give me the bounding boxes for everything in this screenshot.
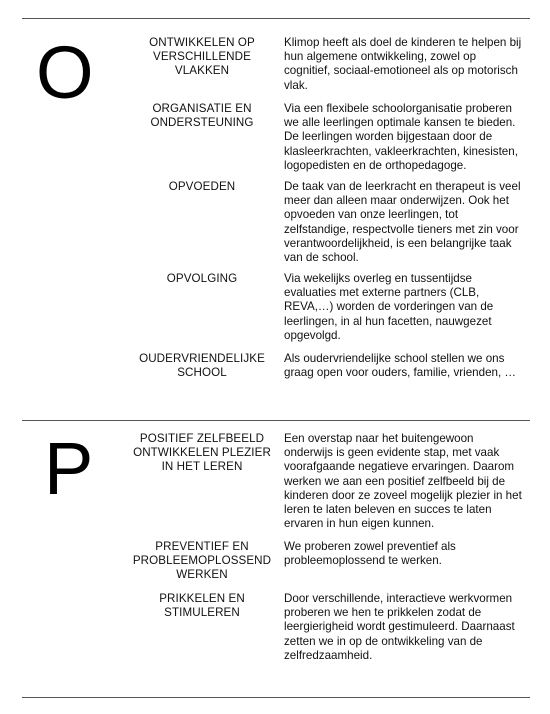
item-description: Als oudervriendelijke school stellen we ons graag open voor ouders, familie, vrienden, … (284, 352, 517, 380)
item-description: Via wekelijks overleg en tussentijdse evaluaties met externe partners (CLB, REVA,…) worden de vorderingen van de leerlingen, in al hun facetten, nauwgezet opgevolgd. (284, 272, 494, 342)
item-term: POSITIEF ZELFBEELD ONTWIKKELEN PLEZIER IN HET LEREN (133, 432, 271, 474)
item-term: PREVENTIEF EN PROBLEEMOPLOSSEND WERKEN (132, 540, 272, 582)
bottom-rule (22, 697, 530, 698)
item-description: Klimop heeft als doel de kinderen te helpen bij hun algemene ontwikkeling, zowel op cognitief, sociaal-emotioneel als op motorisch vlak. (284, 36, 522, 92)
item-description: De taak van de leerkracht en therapeut is veel meer dan alleen maar onderwijzen. Ook het opvoeden van onze leerlingen, tot zelfstandige, respectvolle tieners met zin voor verantwoordelijkheid, is een belangrijke taak van de school. (284, 180, 521, 265)
item-description: Via een flexibele schoolorganisatie proberen we alle leerlingen optimale kansen te bieden. De leerlingen worden bijgestaan door de klasleerkrachten, vakleerkrachten, kinesisten, logopedisten en de orthopedagoge. (284, 102, 518, 172)
section-letter-o: O (36, 31, 94, 114)
section-letter-p: P (44, 427, 94, 510)
item-term: OPVOEDEN (168, 180, 236, 193)
item-term: PRIKKELEN EN STIMULEREN (159, 592, 245, 620)
item-description: Door verschillende, interactieve werkvormen proberen we hen te prikkelen zodat de leergierigheid wordt gestimuleerd. Daarnaast zetten we in op de ontwikkeling van de zelfredzaamheid. (284, 592, 515, 662)
item-term: OUDERVRIENDELIJKE SCHOOL (139, 352, 265, 380)
item-description: We proberen zowel preventief als probleemoplossend te werken. (284, 540, 456, 568)
top-rule (22, 18, 530, 19)
section-divider (22, 420, 530, 421)
item-term: ONTWIKKELEN OP VERSCHILLENDE VLAKKEN (149, 36, 255, 78)
item-term: ORGANISATIE EN ONDERSTEUNING (150, 102, 254, 130)
item-description: Een overstap naar het buitengewoon onderwijs is geen evidente stap, met vaak voorafgaande negatieve ervaringen. Daarom werken we aan een positief zelfbeeld bij de kinderen door ze zoveel mogelijk plezier in het leren te laten beleven en succes te laten ervaren in hun eigen kunnen. (284, 432, 522, 531)
item-term: OPVOLGING (166, 272, 238, 285)
